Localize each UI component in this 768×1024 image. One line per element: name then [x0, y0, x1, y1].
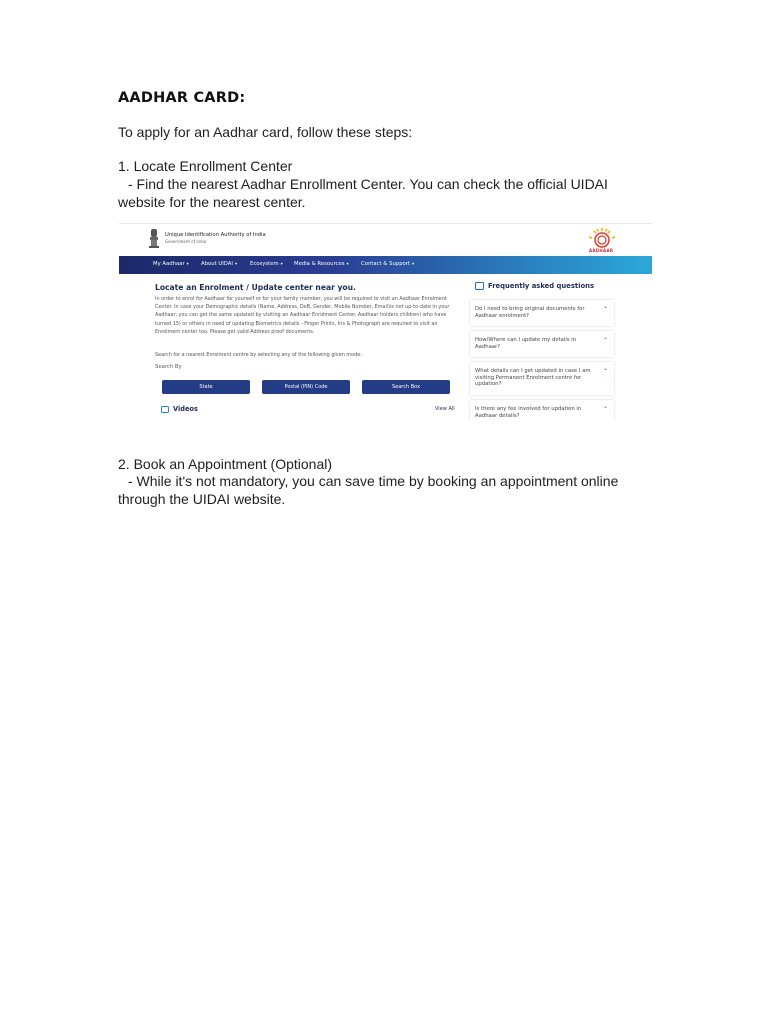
faq-question: How/Where can I update my details in Aadhaar?	[475, 337, 577, 350]
chevron-down-icon[interactable]: ⌄	[602, 403, 608, 410]
step2-title: 2. Book an Appointment (Optional)	[118, 456, 333, 472]
faq-item[interactable]	[470, 331, 614, 357]
nav-label: My Aadhaar	[153, 261, 185, 267]
caret-down-icon: ▾	[186, 261, 189, 266]
faq-item[interactable]	[470, 300, 614, 326]
aadhaar-logo	[582, 226, 622, 256]
locate-center-title: Locate an Enrolment / Update center near you.	[155, 283, 356, 292]
chevron-down-icon[interactable]: ⌄	[602, 303, 608, 310]
caret-down-icon: ▾	[412, 261, 415, 266]
faq-question: What details can I get updated in case I am visiting Permanent Enrolment centre for updation?	[475, 368, 591, 388]
step1-text: - Find the nearest Aadhar Enrollment Center. You can check the official UIDAI website for the nearest center.	[118, 176, 608, 210]
faq-title: Frequently asked questions	[488, 282, 595, 290]
logo-text: AADHAAR	[589, 248, 614, 253]
national-emblem-icon	[148, 227, 160, 249]
videos-heading: Videos	[173, 405, 198, 413]
nav-label: Media & Resources	[294, 261, 345, 267]
faq-item[interactable]	[470, 362, 614, 395]
nav-label: Contact & Support	[361, 261, 411, 267]
org-name: Unique Identification Authority of India	[165, 232, 266, 238]
caret-down-icon: ▾	[346, 261, 349, 266]
aadhaar-sun-icon	[582, 226, 622, 248]
postal-code-button[interactable]: Postal (PIN) Code	[262, 380, 350, 394]
nav-contact-support[interactable]	[361, 261, 414, 267]
nav-my-aadhaar[interactable]	[153, 261, 189, 267]
view-all-link[interactable]: View All	[435, 406, 455, 412]
step2-text: - While it's not mandatory, you can save time by booking an appointment online through the UIDAI website.	[118, 473, 619, 507]
locate-center-description: In order to enrol for Aadhaar for yourself or for your family member, you will be required to visit an Aadhaar Enrolment Center. In case your Demographic details (Name, Address, DoB, Gender, Mobile Number, Email)is not up-to-date in your Aadhaar, you can get the same updated by visiting an Aadhaar Enrolment Center. Aadhaar holders children) who have turned 15) or others in need of updating Biometrics details - Finger Prints, Iris & Photograph are required to visit an Enrolment center too. Please get valid Address proof documents.	[155, 296, 450, 335]
caret-down-icon: ▾	[234, 261, 238, 266]
search-box-button[interactable]: Search Box	[362, 380, 450, 394]
site-header	[119, 224, 652, 256]
faq-icon	[475, 282, 484, 290]
site-navbar	[119, 256, 652, 274]
gov-name: Government of India	[165, 239, 207, 244]
chevron-down-icon[interactable]: ⌄	[602, 334, 608, 341]
chevron-down-icon[interactable]: ⌄	[602, 365, 608, 372]
nav-label: About UIDAI	[201, 261, 233, 267]
nav-label: Ecosystem	[250, 261, 279, 267]
document-heading: AADHAR CARD:	[118, 90, 246, 106]
nav-media-resources[interactable]	[294, 261, 349, 267]
intro-text: To apply for an Aadhar card, follow these steps:	[118, 124, 413, 140]
nav-ecosystem[interactable]	[250, 261, 283, 267]
nav-about-uidai[interactable]	[201, 261, 237, 267]
faq-item[interactable]	[470, 400, 614, 421]
step1-title: 1. Locate Enrollment Center	[118, 158, 293, 174]
uidai-website-screenshot	[119, 223, 652, 421]
state-button[interactable]: State	[162, 380, 250, 394]
search-hint: Search for a nearest Enrolment centre by selecting any of the following given mode:	[155, 352, 362, 358]
caret-down-icon: ▾	[280, 261, 283, 266]
faq-question: Do I need to bring original documents for Aadhaar enrolment?	[475, 306, 585, 319]
search-by-label: Search By	[155, 364, 182, 370]
faq-question: Is there any fee involved for updation in Aadhaar details?	[475, 406, 582, 419]
video-icon	[161, 406, 169, 413]
